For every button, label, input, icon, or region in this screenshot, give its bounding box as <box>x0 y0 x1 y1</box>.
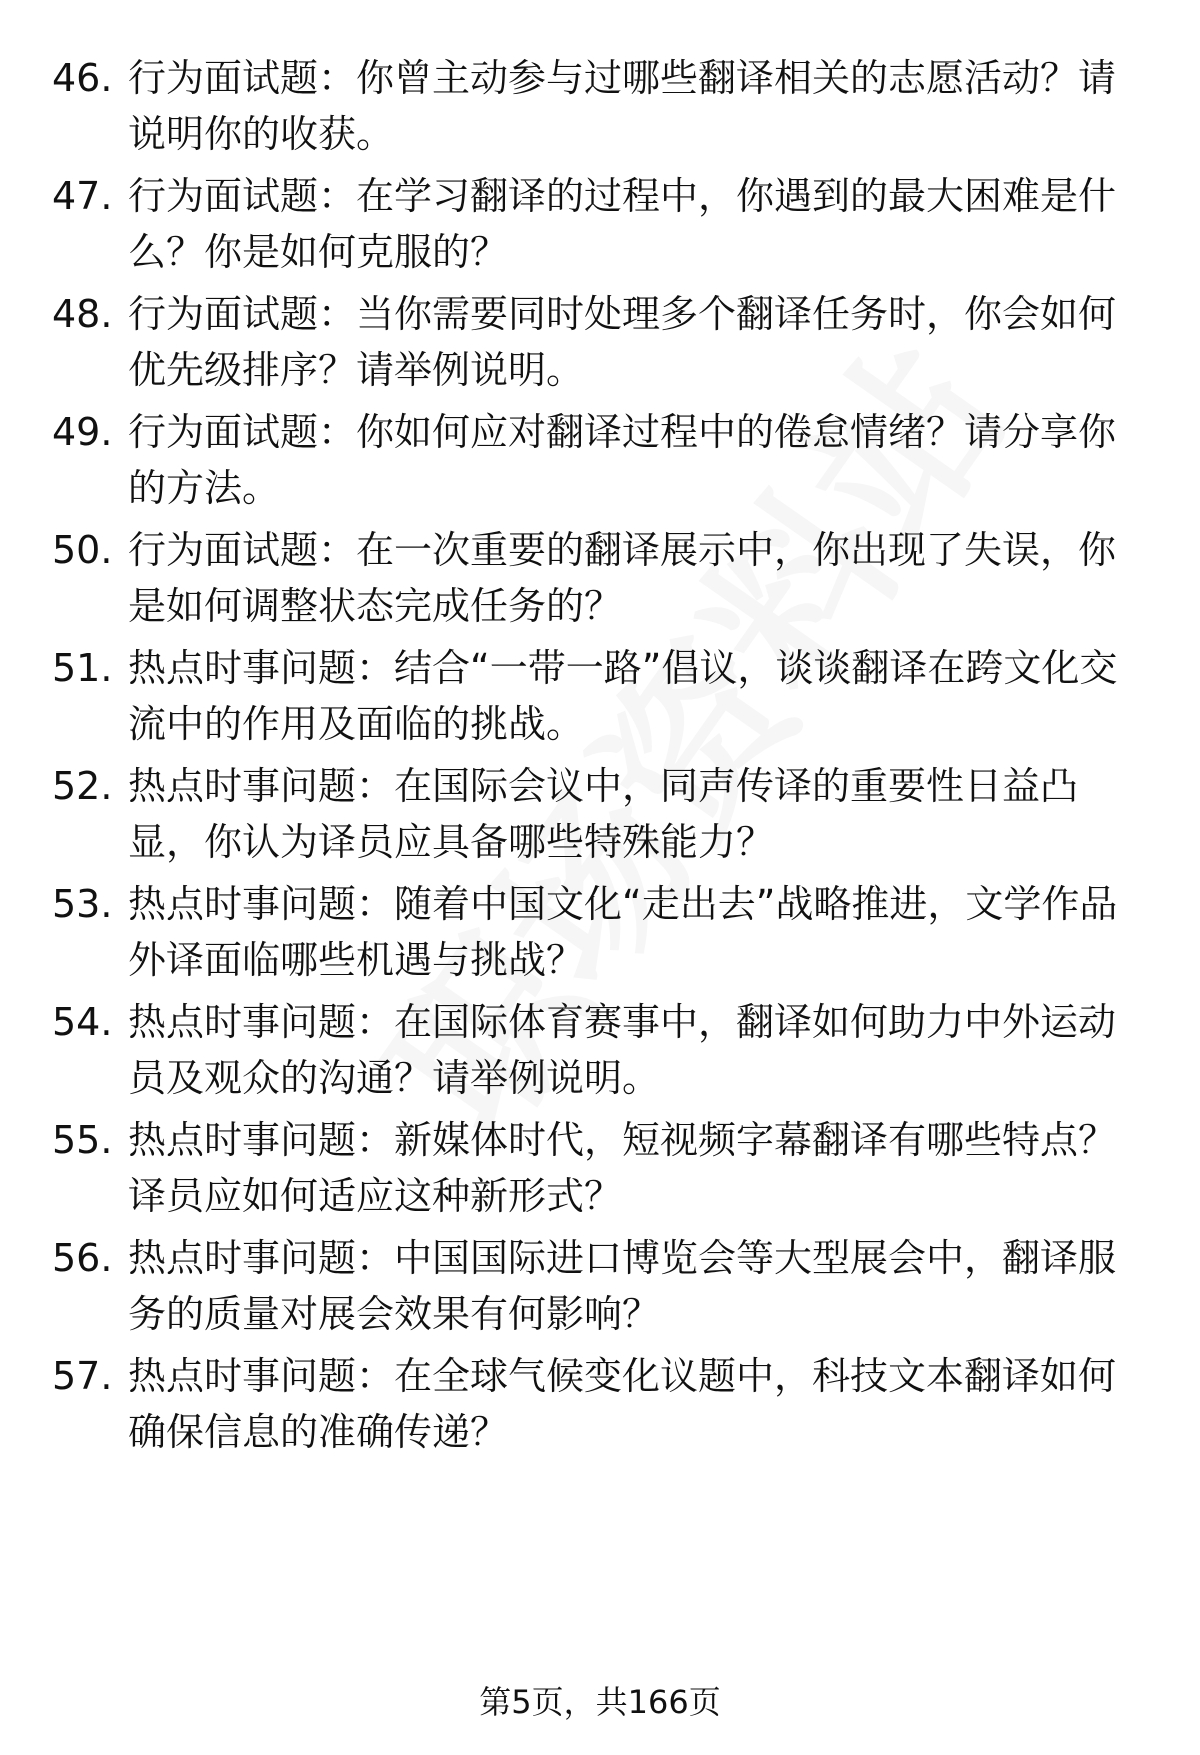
question-number: 53. <box>52 882 113 926</box>
question-number: 50. <box>52 528 113 572</box>
question-number: 54. <box>52 1000 113 1044</box>
question-number: 49. <box>52 410 113 454</box>
question-number: 52. <box>52 764 113 808</box>
question-item <box>0 50 1200 170</box>
question-item <box>0 1348 1200 1468</box>
question-item <box>0 168 1200 288</box>
question-text: 行为面试题：你曾主动参与过哪些翻译相关的志愿活动？请说明你的收获。 <box>128 56 1117 156</box>
question-number: 51. <box>52 646 113 690</box>
question-text: 热点时事问题：在国际会议中，同声传译的重要性日益凸显，你认为译员应具备哪些特殊能力？ <box>128 764 1079 864</box>
question-number: 57. <box>52 1354 113 1398</box>
page-footer: 第5页，共166页 <box>479 1683 721 1721</box>
question-number: 47. <box>52 174 113 218</box>
question-text: 行为面试题：当你需要同时处理多个翻译任务时，你会如何优先级排序？请举例说明。 <box>128 292 1117 392</box>
question-text: 行为面试题：在一次重要的翻译展示中，你出现了失误，你是如何调整状态完成任务的？ <box>128 528 1117 628</box>
question-text: 热点时事问题：中国国际进口博览会等大型展会中，翻译服务的质量对展会效果有何影响？ <box>128 1236 1117 1336</box>
question-text: 热点时事问题：在国际体育赛事中，翻译如何助力中外运动员及观众的沟通？请举例说明。 <box>128 1000 1117 1100</box>
question-text: 行为面试题：在学习翻译的过程中，你遇到的最大困难是什么？你是如何克服的？ <box>128 174 1117 274</box>
question-item <box>0 1112 1200 1232</box>
question-number: 55. <box>52 1118 113 1162</box>
question-item <box>0 758 1200 878</box>
question-number: 48. <box>52 292 113 336</box>
question-text: 行为面试题：你如何应对翻译过程中的倦怠情绪？请分享你的方法。 <box>128 410 1117 510</box>
question-item <box>0 640 1200 760</box>
question-text: 热点时事问题：结合“一带一路”倡议，谈谈翻译在跨文化交流中的作用及面临的挑战。 <box>128 646 1118 746</box>
question-text: 热点时事问题：随着中国文化“走出去”战略推进，文学作品外译面临哪些机遇与挑战？ <box>128 882 1118 982</box>
question-number: 46. <box>52 56 113 100</box>
question-item <box>0 522 1200 642</box>
question-item <box>0 286 1200 406</box>
question-item <box>0 1230 1200 1350</box>
question-item <box>0 876 1200 996</box>
question-text: 热点时事问题：在全球气候变化议题中，科技文本翻译如何确保信息的准确传递？ <box>128 1354 1117 1454</box>
question-item <box>0 404 1200 524</box>
question-item <box>0 994 1200 1114</box>
question-text: 热点时事问题：新媒体时代，短视频字幕翻译有哪些特点？译员应如何适应这种新形式？ <box>128 1118 1117 1218</box>
question-number: 56. <box>52 1236 113 1280</box>
